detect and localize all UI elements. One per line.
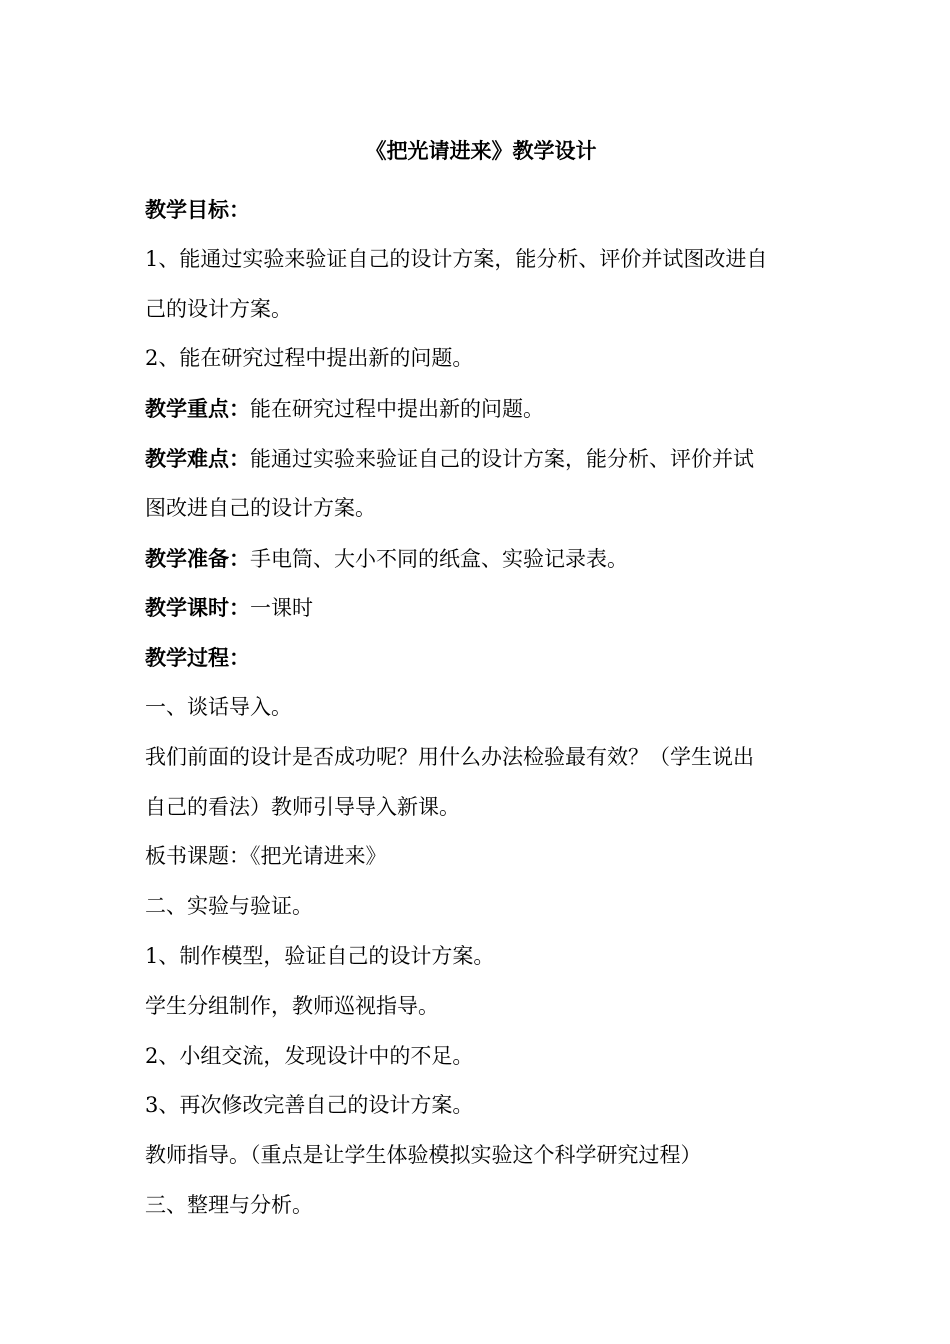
duration-row (145, 583, 807, 633)
process-heading: 教学过程： (145, 645, 250, 671)
duration-text: 一课时 (250, 596, 313, 621)
section-2-heading: 二、实验与验证。 (145, 894, 313, 919)
step-2: 2、小组交流，发现设计中的不足。 (145, 1043, 474, 1068)
objectives-heading: 教学目标： (145, 197, 250, 222)
objective-1-line-b: 己的设计方案。 (145, 296, 292, 321)
duration-label: 教学课时： (145, 595, 250, 621)
step-1-note: 学生分组制作，教师巡视指导。 (145, 993, 439, 1018)
teacher-guidance: 教师指导。（重点是让学生体验模拟实验这个科学研究过程） (145, 1143, 702, 1168)
section-1-paragraph-a: 我们前面的设计是否成功呢？用什么办法检验最有效？（学生说出 (145, 744, 754, 769)
document-title: 《把光请进来》教学设计 (365, 138, 597, 163)
difficulty-text-b: 图改进自己的设计方案。 (145, 495, 376, 520)
section-1-paragraph-b: 自己的看法）教师引导导入新课。 (145, 794, 460, 819)
preparation-text: 手电筒、大小不同的纸盒、实验记录表。 (250, 546, 628, 571)
step-3: 3、再次修改完善自己的设计方案。 (145, 1093, 474, 1118)
document-body (145, 185, 807, 1231)
objective-1-line-a: 1、能通过实验来验证自己的设计方案，能分析、评价并试图改进自 (145, 246, 768, 271)
objective-2: 2、能在研究过程中提出新的问题。 (145, 346, 474, 371)
section-1-heading: 一、谈话导入。 (145, 694, 292, 719)
difficulty-label: 教学难点： (145, 445, 250, 471)
key-point-text: 能在研究过程中提出新的问题。 (250, 397, 544, 422)
key-point-row (145, 384, 807, 434)
preparation-label: 教学准备： (145, 545, 250, 571)
key-point-label: 教学重点： (145, 396, 250, 422)
section-3-heading: 三、整理与分析。 (145, 1192, 313, 1217)
board-title: 板书课题：《把光请进来》 (145, 844, 387, 869)
difficulty-row (145, 434, 807, 484)
preparation-row (145, 534, 807, 584)
difficulty-text-a: 能通过实验来验证自己的设计方案，能分析、评价并试 (250, 446, 754, 471)
step-1: 1、制作模型，验证自己的设计方案。 (145, 943, 495, 968)
